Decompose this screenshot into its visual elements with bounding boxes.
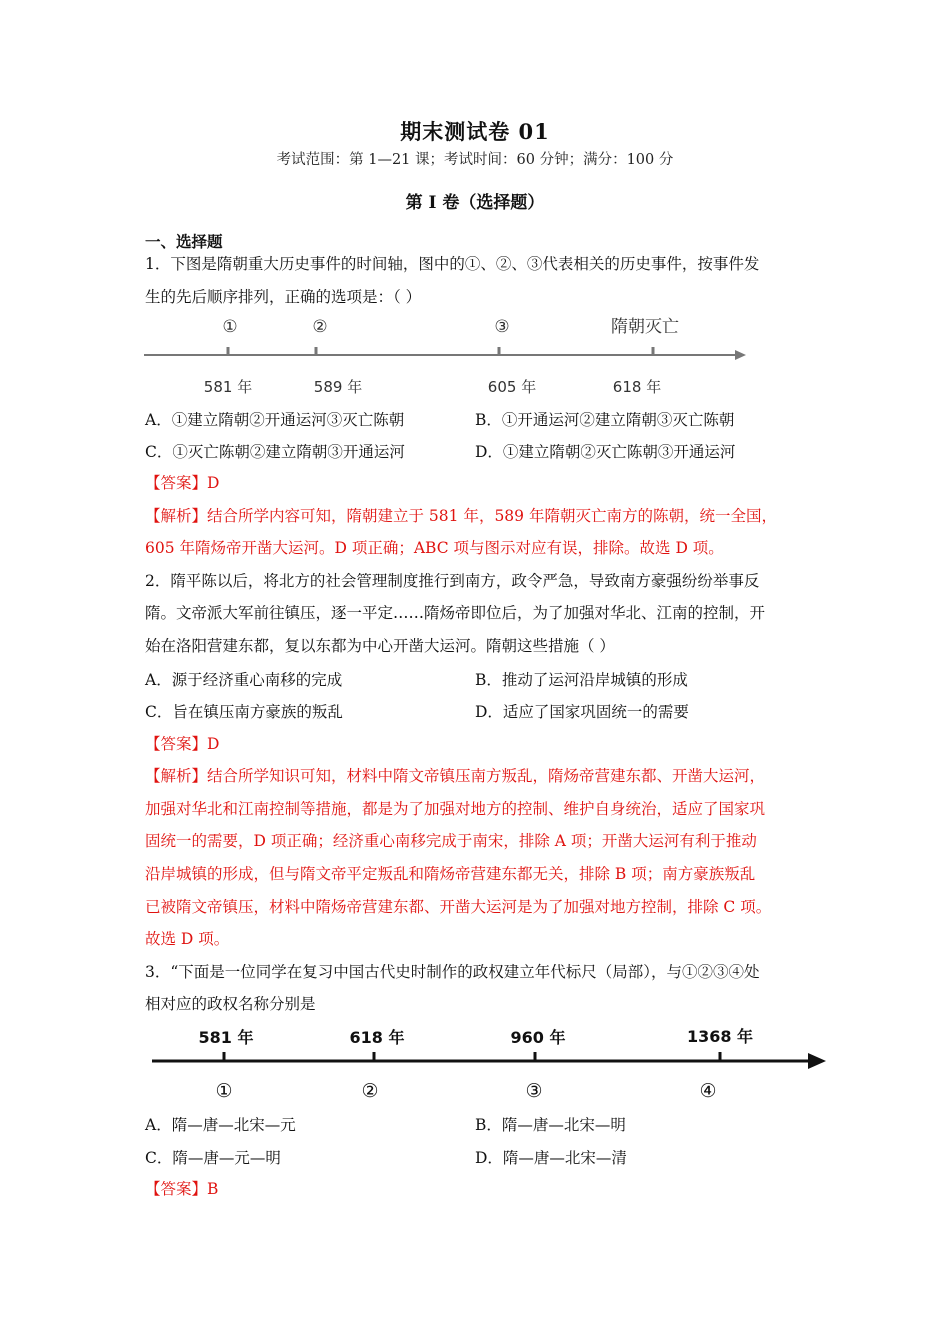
q1-year-2: 589 年 — [313, 378, 363, 396]
q2-analysis-line-1: 【解析】结合所学知识可知，材料中隋文帝镇压南方叛乱，隋炀帝营建东都、开凿大运河， — [145, 767, 766, 785]
q1-option-a: A．①建立隋朝②开通运河③灭亡陈朝 — [145, 411, 405, 429]
q1-timeline-figure — [140, 310, 760, 400]
q2-option-a: A．源于经济重心南移的完成 — [145, 671, 343, 689]
q3-mark-4: ④ — [699, 1080, 717, 1102]
q3-year-3: 960 年 — [510, 1028, 566, 1047]
q3-mark-3: ③ — [525, 1080, 543, 1102]
q3-option-b: B．隋—唐—北宋—明 — [475, 1116, 626, 1134]
q3-mark-1: ① — [215, 1080, 233, 1102]
q1-analysis-line-1: 【解析】结合所学内容可知，隋朝建立于 581 年，589 年隋朝灭亡南方的陈朝，统一全国， — [145, 507, 777, 525]
q1-answer: 【答案】D — [145, 474, 220, 492]
q3-stem-line-1: 3．“下面是一位同学在复习中国古代史时制作的政权建立年代标尺（局部），与①②③④处 — [145, 963, 760, 981]
q2-analysis-line-3: 固统一的需要，D 项正确；经济重心南移完成于南宋，排除 A 项；开凿大运河有利于推动 — [145, 832, 757, 850]
q1-timeline-arrowhead — [735, 350, 746, 360]
q1-mark-2: ② — [312, 317, 328, 337]
q2-option-b: B．推动了运河沿岸城镇的形成 — [475, 671, 688, 689]
q3-mark-2: ② — [361, 1080, 379, 1102]
q3-option-c: C．隋—唐—元—明 — [145, 1149, 281, 1167]
q3-year-4: 1368 年 — [686, 1027, 754, 1046]
q1-stem-line-2: 生的先后顺序排列，正确的选项是：（ ） — [145, 288, 422, 306]
q1-mark-4: 隋朝灭亡 — [611, 317, 679, 337]
q1-option-d: D．①建立隋朝②灭亡陈朝③开通运河 — [475, 443, 736, 461]
q1-analysis-line-2: 605 年隋炀帝开凿大运河。D 项正确；ABC 项与图示对应有误，排除。故选 D 项。 — [145, 539, 724, 557]
q3-option-d: D．隋—唐—北宋—清 — [475, 1149, 627, 1167]
q3-answer: 【答案】B — [145, 1180, 219, 1198]
exam-info: 考试范围：第 1—21 课；考试时间：60 分钟；满分：100 分 — [276, 152, 674, 168]
q2-stem-line-3: 始在洛阳营建东都，复以东都为中心开凿大运河。隋朝这些措施（ ） — [145, 637, 615, 655]
q1-option-b: B．①开通运河②建立隋朝③灭亡陈朝 — [475, 411, 735, 429]
q2-analysis-line-2: 加强对华北和江南控制等措施，都是为了加强对地方的控制、维护自身统治，适应了国家巩 — [145, 800, 766, 818]
q2-stem-line-2: 隋。文帝派大军前往镇压，逐一平定……隋炀帝即位后，为了加强对华北、江南的控制，开 — [145, 604, 766, 622]
q1-mark-1: ① — [222, 317, 238, 337]
q2-analysis-line-5: 已被隋文帝镇压，材料中隋炀帝营建东都、开凿大运河是为了加强对地方控制，排除 C 项。 — [145, 898, 772, 916]
q3-year-2: 618 年 — [349, 1028, 405, 1047]
q1-mark-3: ③ — [494, 317, 510, 337]
q1-year-1: 581 年 — [203, 378, 253, 396]
section-heading: 一、选择题 — [145, 232, 223, 251]
q3-timeline-figure — [140, 1018, 840, 1108]
q2-option-d: D．适应了国家巩固统一的需要 — [475, 703, 689, 721]
q1-year-3: 605 年 — [487, 378, 537, 396]
volume-heading: 第 I 卷（选择题） — [405, 193, 545, 213]
q3-timeline-arrowhead — [808, 1053, 826, 1069]
q3-year-1: 581 年 — [198, 1028, 254, 1047]
q2-option-c: C．旨在镇压南方豪族的叛乱 — [145, 703, 343, 721]
q2-stem-line-1: 2．隋平陈以后，将北方的社会管理制度推行到南方，政令严急，导致南方豪强纷纷举事反 — [145, 572, 760, 590]
q2-answer: 【答案】D — [145, 735, 220, 753]
q1-year-4: 618 年 — [612, 378, 662, 396]
q1-stem-line-1: 1．下图是隋朝重大历史事件的时间轴，图中的①、②、③代表相关的历史事件，按事件发 — [145, 255, 760, 273]
q3-option-a: A．隋—唐—北宋—元 — [145, 1116, 296, 1134]
q2-analysis-line-6: 故选 D 项。 — [145, 930, 230, 948]
q1-option-c: C．①灭亡陈朝②建立隋朝③开通运河 — [145, 443, 405, 461]
q3-stem-line-2: 相对应的政权名称分别是 — [145, 995, 316, 1013]
page-title: 期末测试卷 01 — [400, 119, 550, 144]
q2-analysis-line-4: 沿岸城镇的形成，但与隋文帝平定叛乱和隋炀帝营建东都无关，排除 B 项；南方豪族叛乱 — [145, 865, 756, 883]
